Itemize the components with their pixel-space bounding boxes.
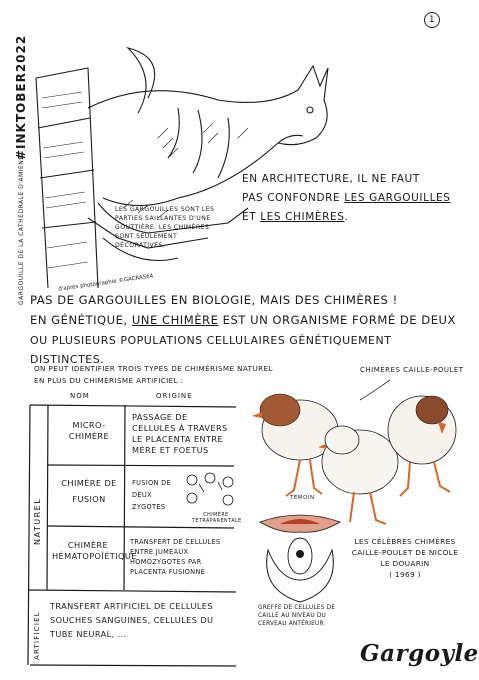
control-label: TÉMOIN <box>290 495 315 501</box>
architecture-and: ET <box>242 210 257 223</box>
row-origin-micro: PASSAGE DE CELLULES À TRAVERS LE PLACENTA ENTRE MÈRE ET FOETUS <box>132 412 228 456</box>
biology-prefix: EN GÉNÉTIQUE, <box>30 313 128 328</box>
fusion-sketch <box>184 470 236 512</box>
page-number: 1 <box>424 12 440 28</box>
table-intro: ON PEUT IDENTIFIER TROIS TYPES DE CHIMÉRISME NATUREL EN PLUS DU CHIMÉRISME ARTIFICIEL : <box>34 364 273 385</box>
chimeres-term: LES CHIMÈRES <box>260 210 345 223</box>
inktober-tag: #INKTOBER2022 <box>14 34 28 160</box>
famous-caption-year: ( 1969 ) <box>389 570 421 580</box>
fusion-sketch-label: CHIMÈRE TÉTRAPARENTALE <box>192 513 242 525</box>
biology-line-3: OU PLUSIEURS POPULATIONS CELLULAIRES GÉNÉTIQUEMENT DISTINCTES. <box>30 333 392 366</box>
row-artificial: TRANSFERT ARTIFICIEL DE CELLULES SOUCHES SANGUINES, CELLULES DU TUBE NEURAL, ... <box>50 601 214 639</box>
chimera-label: CHIMÈRES CAILLE-POULET <box>360 366 464 374</box>
gargoyle-note: LES GARGOUILLES SONT LES PARTIES SAILLANTES D'UNE GOUTTIÈRE. LES CHIMÈRES SONT SEULEMENT DÉCORATIVES. <box>115 206 215 249</box>
header-origin: ORIGINE <box>156 392 193 400</box>
graft-illustration <box>250 510 350 610</box>
drawing-credit: d'après photographie ©GACRAS64 <box>58 273 154 293</box>
biology-line-1: PAS DE GARGOUILLES EN BIOLOGIE, MAIS DES CHIMÈRES ! <box>30 293 398 307</box>
header-name: NOM <box>70 392 90 400</box>
row-origin-fusion: FUSION DE DEUX ZYGOTES <box>132 479 171 511</box>
row-origin-hemato: TRANSFERT DE CELLULES ENTRE JUMEAUX HOMOZYGOTES PAR PLACENTA FUSIONNÉ <box>130 538 221 576</box>
gargoyle-logo: Gargoyle <box>360 640 479 667</box>
biology-suffix: EST UN ORGANISME FORMÉ DE DEUX <box>222 313 456 328</box>
graft-caption: GREFFE DE CELLULES DE CAILLE AU NIVEAU DU CERVEAU ANTÉRIEUR <box>258 605 336 627</box>
row-name-fusion: CHIMÈRE DE FUSION <box>61 478 117 504</box>
group-natural: NATUREL <box>33 497 42 545</box>
vertical-caption: GARGOUILLE DE LA CATHÉDRALE D'AMIENS <box>18 155 25 305</box>
group-artificial: ARTIFICIEL <box>33 611 41 660</box>
famous-caption <box>347 536 463 580</box>
architecture-line-1: EN ARCHITECTURE, IL NE FAUT <box>242 173 420 185</box>
famous-caption-text: LES CÉLÈBRES CHIMÈRES CAILLE-POULET DE NICOLE LE DOUARIN <box>351 537 459 569</box>
gargouilles-term: LES GARGOUILLES <box>344 191 451 204</box>
row-name-micro: MICRO-CHIMÈRE <box>68 420 110 442</box>
une-chimere-term: UNE CHIMÈRE <box>131 313 219 328</box>
architecture-prefix: PAS CONFONDRE <box>242 191 341 204</box>
row-name-hemato: CHIMÈRE HÉMATOPOÏÉTIQUE <box>52 540 137 562</box>
architecture-end: . <box>344 210 349 223</box>
